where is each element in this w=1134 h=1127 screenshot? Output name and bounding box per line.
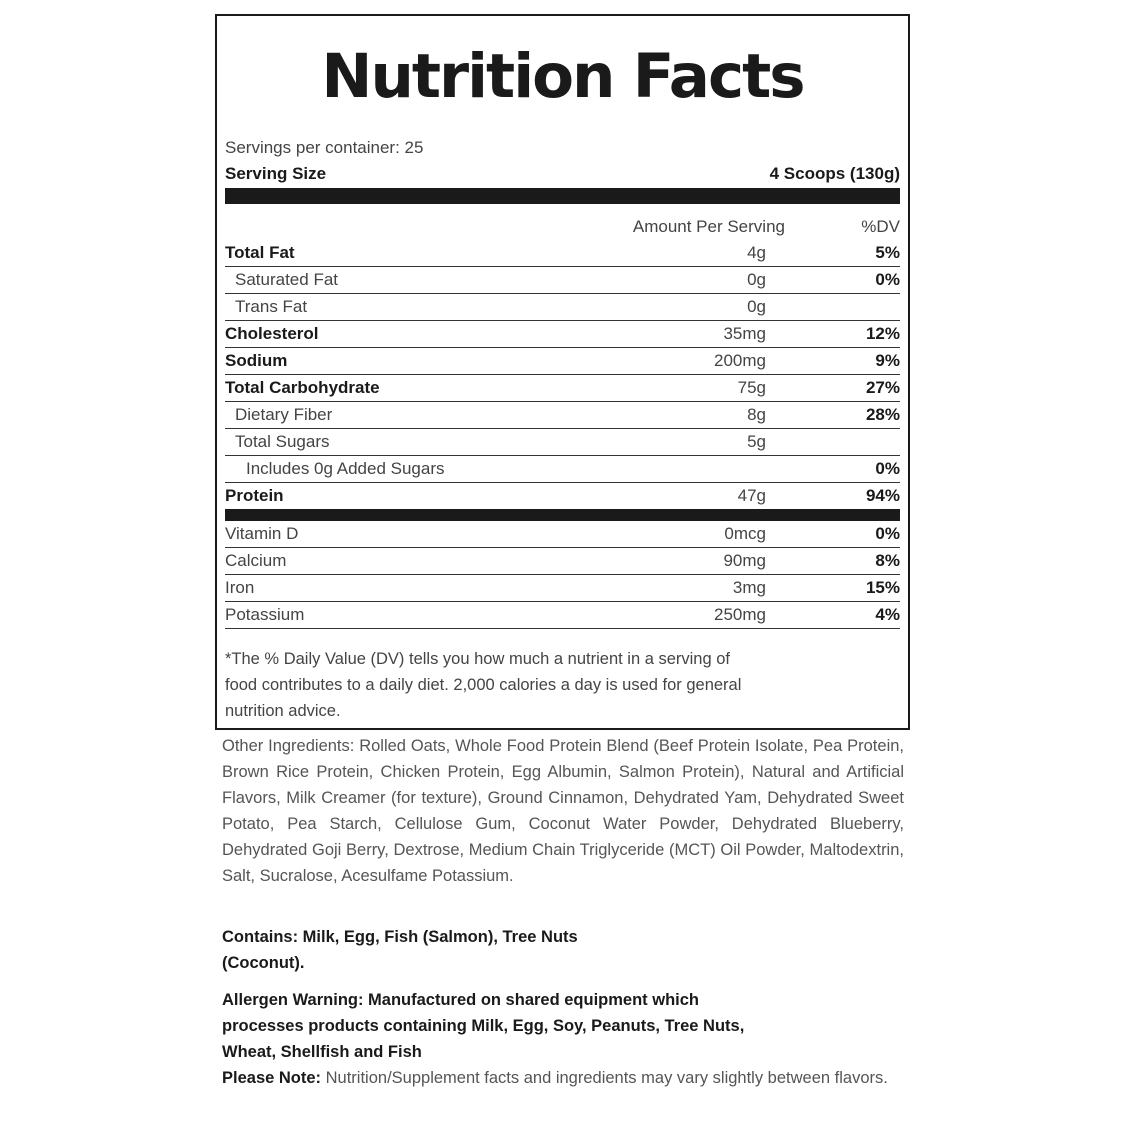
other-ingredients: Other Ingredients: Rolled Oats, Whole Food Protein Blend (Beef Protein Isolate, Pea Protein, Brown Rice Protein, Chicken Protein, Egg Albumin, Salmon Protein), Natural and Artificial Flavors, Milk Creamer (for texture), Ground Cinnamon, Dehydrated Yam, Dehydrated Sweet Potato, Pea Starch, Cellulose Gum, Coconut Water Powder, Dehydrated Blueberry, Dehydrated Goji Berry, Dextrose, Medium Chain Triglyceride (MCT) Oil Powder, Maltodextrin, Salt, Sucralose, Acesulfame Potassium. <box>222 737 904 885</box>
nutrient-name: Trans Fat <box>235 297 308 316</box>
nutrient-amount: 3mg <box>732 578 766 597</box>
nutrient-name: Sodium <box>225 351 288 370</box>
nutrient-row <box>225 240 900 267</box>
nutrient-dv: 5% <box>875 243 900 262</box>
label-title: Nutrition Facts <box>321 41 804 112</box>
contains-statement: Contains: Milk, Egg, Fish (Salmon), Tree Nuts (Coconut). <box>222 928 578 972</box>
nutrient-row <box>225 267 900 294</box>
nutrient-row <box>225 294 900 321</box>
nutrient-amount: 5g <box>747 432 766 451</box>
nutrient-amount: 200mg <box>714 351 766 370</box>
nutrient-row <box>225 375 900 402</box>
nutrient-dv: 8% <box>875 551 900 570</box>
dv-header: %DV <box>861 217 900 236</box>
nutrient-amount: 4g <box>747 243 766 262</box>
thick-divider <box>225 188 900 204</box>
nutrient-row <box>225 402 900 429</box>
nutrient-row <box>225 348 900 375</box>
nutrient-dv: 0% <box>875 524 900 543</box>
nutrient-amount: 0g <box>747 297 766 316</box>
nutrient-row <box>225 321 900 348</box>
nutrient-amount: 75g <box>737 378 766 397</box>
serving-size-label: Serving Size <box>225 164 327 183</box>
nutrient-dv: 12% <box>865 324 900 343</box>
serving-size-value: 4 Scoops (130g) <box>769 164 900 183</box>
nutrient-amount: 0g <box>747 270 766 289</box>
nutrition-facts-label <box>215 14 910 730</box>
nutrient-dv: 28% <box>865 405 900 424</box>
nutrient-name: Total Sugars <box>235 432 330 451</box>
nutrient-amount: 90mg <box>723 551 766 570</box>
please-note-text: Nutrition/Supplement facts and ingredients may vary slightly between flavors. <box>321 1069 888 1087</box>
nutrient-name: Total Fat <box>225 243 295 262</box>
nutrient-dv: 15% <box>865 578 900 597</box>
nutrient-dv: 0% <box>875 270 900 289</box>
amount-per-serving-header: Amount Per Serving <box>632 217 785 236</box>
please-note <box>222 1065 904 1091</box>
nutrient-row <box>225 456 900 483</box>
nutrient-row <box>225 548 900 575</box>
nutrient-row <box>225 602 900 629</box>
nutrient-name: Dietary Fiber <box>235 405 333 424</box>
nutrient-name: Includes 0g Added Sugars <box>246 459 445 478</box>
nutrient-dv: 0% <box>875 459 900 478</box>
allergen-warning: Allergen Warning: Manufactured on shared equipment which processes products containing Milk, Egg, Soy, Peanuts, Tree Nuts, Wheat, Shellfish and Fish <box>222 991 745 1061</box>
nutrient-table <box>225 240 900 629</box>
nutrient-name: Cholesterol <box>225 324 319 343</box>
nutrient-row <box>225 575 900 602</box>
nutrient-dv: 27% <box>865 378 900 397</box>
nutrient-name: Protein <box>225 486 284 505</box>
nutrient-dv: 9% <box>875 351 900 370</box>
nutrient-row <box>225 483 900 521</box>
nutrient-amount: 250mg <box>714 605 766 624</box>
nutrient-amount: 47g <box>737 486 766 505</box>
nutrient-row <box>225 521 900 548</box>
nutrient-name: Total Carbohydrate <box>225 378 380 397</box>
nutrient-name: Potassium <box>225 605 305 624</box>
nutrient-amount: 0mcg <box>724 524 766 543</box>
nutrient-name: Vitamin D <box>225 524 299 543</box>
nutrient-name: Saturated Fat <box>235 270 339 289</box>
column-header <box>225 217 900 239</box>
servings-per-container: Servings per container: 25 <box>225 138 424 157</box>
nutrient-dv: 94% <box>865 486 900 505</box>
serving-size-row <box>225 164 900 184</box>
nutrient-amount: 35mg <box>723 324 766 343</box>
nutrient-amount: 8g <box>747 405 766 424</box>
dv-footnote: *The % Daily Value (DV) tells you how much a nutrient in a serving of food contributes to a daily diet. 2,000 calories a day is used for general nutrition advice. <box>225 650 742 720</box>
nutrient-name: Calcium <box>225 551 287 570</box>
nutrient-row <box>225 429 900 456</box>
nutrient-dv: 4% <box>875 605 900 624</box>
nutrient-name: Iron <box>225 578 255 597</box>
please-note-label: Please Note: <box>222 1069 322 1087</box>
